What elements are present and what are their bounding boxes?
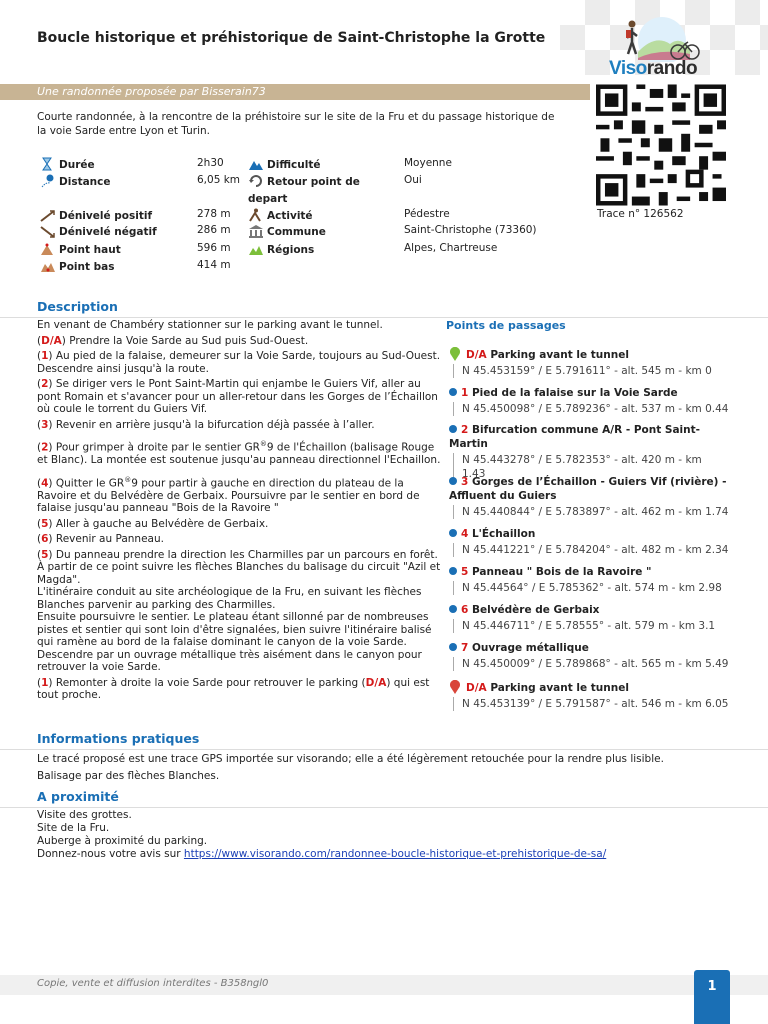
desc-paragraph: En venant de Chambéry stationner sur le parking avant le tunnel. bbox=[37, 319, 383, 331]
desc-text: Du panneau prendre la direction les Charmilles par un parcours en forêt. À partir de ce point suivre les flèches Blanches du balisage du circuit "Azil et Magda". bbox=[37, 548, 441, 586]
info-distance-value: 6,05 km bbox=[197, 174, 241, 186]
waypoint-dot-icon bbox=[449, 643, 457, 651]
step-tag: 1 bbox=[41, 676, 49, 689]
waypoint-number: 5 bbox=[461, 566, 469, 578]
desc-text: Aller à gauche au Belvédère de Gerbaix. bbox=[52, 517, 269, 530]
info-commune-value: Saint-Christophe (73360) bbox=[404, 224, 537, 236]
logo-text-viso: Viso bbox=[609, 58, 647, 79]
desc-paragraph: (1) Remonter à droite la voie Sarde pour retrouver le parking (D/A) qui est tout proche. bbox=[37, 676, 430, 701]
pratiques-text bbox=[37, 751, 737, 785]
desc-text: Au pied de la falaise, demeurer sur la Voie Sarde, toujours au Sud-Ouest. Descendre ainsi jusqu'à la route. bbox=[37, 350, 441, 375]
registered-mark: ® bbox=[259, 440, 267, 448]
end-pin-icon bbox=[449, 680, 461, 694]
desc-paragraph: L'itinéraire conduit au site archéologique de la Fru, en suivant les flèches Blanches parvenir au parking des Charmilles. bbox=[37, 586, 422, 611]
info-retour-value: Oui bbox=[404, 174, 422, 186]
info-difficulte-value: Moyenne bbox=[404, 157, 452, 169]
info-point-bas bbox=[40, 259, 115, 273]
section-title-description: Description bbox=[37, 299, 118, 314]
hiker-icon bbox=[248, 208, 264, 222]
info-point-haut-value: 596 m bbox=[197, 242, 231, 254]
divider bbox=[0, 807, 768, 808]
waypoint bbox=[449, 565, 739, 595]
desc-text: Prendre la Voie Sarde au Sud puis Sud-Ouest. bbox=[65, 334, 309, 347]
logo-illustration-icon bbox=[600, 14, 720, 62]
trace-number: Trace n° 126562 bbox=[597, 208, 684, 220]
intro-text: Courte randonnée, à la rencontre de la préhistoire sur le site de la Fru et du passage historique de la voie Sarde entre Lyon et Turin. bbox=[37, 111, 555, 137]
desc-paragraph: Descendre par un ouvrage métallique très aisément dans le canyon pour retrouver la voie Sarde. bbox=[37, 648, 422, 673]
feedback-text: Donnez-nous votre avis sur bbox=[37, 848, 184, 860]
town-hall-icon bbox=[248, 224, 264, 238]
step-tag: 5 bbox=[41, 517, 49, 530]
pratiques-line: Balisage par des flèches Blanches. bbox=[37, 770, 220, 782]
waypoint-number: 3 bbox=[461, 476, 469, 488]
step-tag: 3 bbox=[41, 418, 49, 431]
desc-text: Remonter à droite la voie Sarde pour retrouver le parking ( bbox=[52, 676, 366, 689]
footer-copyright: Copie, vente et diffusion interdites - B358ngl0 bbox=[37, 978, 269, 989]
waypoint-number: 4 bbox=[461, 528, 469, 540]
info-duree bbox=[40, 157, 95, 171]
waypoint-coordinates: N 45.450098° / E 5.789236° - alt. 537 m - km 0.44 bbox=[453, 402, 739, 416]
elevation-down-icon bbox=[40, 224, 56, 238]
desc-text: Pour grimper à droite par le sentier GR bbox=[52, 441, 260, 454]
visorando-logo[interactable] bbox=[600, 14, 720, 84]
peak-icon bbox=[40, 242, 56, 256]
info-label: Difficulté bbox=[267, 159, 321, 171]
step-tag: 2 bbox=[41, 441, 49, 454]
desc-paragraph: (1) Au pied de la falaise, demeurer sur la Voie Sarde, toujours au Sud-Ouest. Descendre ainsi jusqu'à la route. bbox=[37, 350, 441, 375]
info-label: Point haut bbox=[59, 244, 121, 256]
info-denivele-positif bbox=[40, 208, 152, 222]
info-denivele-negatif-value: 286 m bbox=[197, 224, 231, 236]
difficulty-icon bbox=[248, 157, 264, 171]
waypoint-name: Parking avant le tunnel bbox=[490, 682, 629, 694]
section-title-proximite: A proximité bbox=[37, 789, 119, 804]
info-label: Dénivelé négatif bbox=[59, 226, 157, 238]
section-title-points: Points de passages bbox=[446, 319, 566, 332]
desc-text: Revenir en arrière jusqu'à la bifurcation déjà passée à l’aller. bbox=[52, 418, 375, 431]
region-icon bbox=[248, 242, 264, 256]
info-regions-value: Alpes, Chartreuse bbox=[404, 242, 498, 254]
waypoint-number: 1 bbox=[461, 387, 469, 399]
info-label: Retour point de depart bbox=[248, 176, 360, 205]
info-commune bbox=[248, 224, 326, 238]
desc-text: ) qui est tout proche. bbox=[37, 676, 430, 701]
waypoint-coordinates: N 45.443278° / E 5.782353° - alt. 420 m - km 1.43 bbox=[453, 453, 709, 481]
waypoint-dot-icon bbox=[449, 567, 457, 575]
info-label: Durée bbox=[59, 159, 95, 171]
info-label: Activité bbox=[267, 210, 313, 222]
desc-paragraph: (2) Se diriger vers le Pont Saint-Martin qui enjambe le Guiers Vif, aller au pont Romain et s'avancer pour un aller-retour dans les Gorges de l’Échaillon où coule le torrent du Guiers Vif. bbox=[37, 378, 438, 415]
page-number: 1 bbox=[694, 970, 730, 1024]
waypoint-dot-icon bbox=[449, 605, 457, 613]
info-denivele-negatif bbox=[40, 224, 157, 238]
elevation-up-icon bbox=[40, 208, 56, 222]
desc-paragraph: (2) Pour grimper à droite par le sentier GR®9 de l'Échaillon (balisage Rouge et Blanc). La montée est soutenue jusqu'au panneau directionnel l'Echaillon. bbox=[37, 440, 441, 466]
waypoint-dot-icon bbox=[449, 477, 457, 485]
waypoint bbox=[449, 423, 709, 481]
info-denivele-positif-value: 278 m bbox=[197, 208, 231, 220]
waypoint bbox=[449, 527, 739, 557]
proximite-text bbox=[37, 809, 737, 861]
registered-mark: ® bbox=[124, 475, 132, 484]
info-label: Commune bbox=[267, 226, 326, 238]
desc-paragraph: (5) Du panneau prendre la direction les Charmilles par un parcours en forêt. À partir de ce point suivre les flèches Blanches du balisage du circuit "Azil et Magda". bbox=[37, 548, 441, 586]
waypoint-name: Bifurcation commune A/R - Pont Saint-Martin bbox=[449, 424, 700, 450]
waypoint bbox=[449, 641, 739, 671]
waypoint-coordinates: N 45.453139° / E 5.791587° - alt. 546 m - km 6.05 bbox=[453, 697, 739, 711]
hourglass-icon bbox=[40, 157, 56, 171]
description-text bbox=[37, 319, 442, 705]
waypoint-start bbox=[449, 347, 739, 378]
waypoint-name: Ouvrage métallique bbox=[471, 642, 589, 654]
info-activite bbox=[248, 208, 313, 222]
desc-text: Se diriger vers le Pont Saint-Martin qui enjambe le Guiers Vif, aller au pont Romain et s'avancer pour un aller-retour dans les Gorges de l’Échaillon où coule le torrent du Guiers Vif. bbox=[37, 378, 438, 415]
qr-code-icon[interactable] bbox=[596, 84, 726, 206]
waypoint-name: Panneau " Bois de la Ravoire " bbox=[471, 566, 652, 578]
waypoint-end bbox=[449, 680, 739, 711]
waypoint-name: Gorges de l’Échaillon - Guiers Vif (rivière) - Affluent du Guiers bbox=[449, 476, 727, 502]
step-tag: 6 bbox=[41, 533, 49, 545]
page-title: Boucle historique et préhistorique de Saint-Christophe la Grotte bbox=[37, 30, 546, 46]
info-label: Dénivelé positif bbox=[59, 210, 153, 222]
start-pin-icon bbox=[449, 347, 461, 361]
info-distance bbox=[40, 174, 111, 188]
waypoint-name: Pied de la falaise sur la Voie Sarde bbox=[471, 387, 678, 399]
divider bbox=[0, 317, 768, 318]
waypoint-dot-icon bbox=[449, 529, 457, 537]
step-tag: D/A bbox=[41, 334, 62, 347]
waypoint-dot-icon bbox=[449, 388, 457, 396]
desc-paragraph: (3) Revenir en arrière jusqu'à la bifurcation déjà passée à l’aller. bbox=[37, 418, 375, 431]
waypoint bbox=[449, 475, 739, 519]
desc-paragraph: Ensuite poursuivre le sentier. Le plateau étant sillonné par de nombreuses pistes et sentier qui sont loin d'être signalées, bien suivre l'itinéraire balisé qui ramène au bord de la falaise dominant le canyon de la voie Sarde. bbox=[37, 611, 432, 648]
author-credit: Une randonnée proposée par Bisserain73 bbox=[37, 85, 266, 98]
info-retour bbox=[248, 174, 378, 208]
logo-text-rando: rando bbox=[646, 58, 698, 79]
info-label: Régions bbox=[267, 244, 315, 256]
desc-paragraph: (4) Quitter le GR®9 pour partir à gauche en direction du plateau de la Ravoire et du Belvédère de Gerbaix. Poursuivre par le sentier en bord de falaise jusqu'au panneau "Bois de la Ravoire " bbox=[37, 475, 420, 514]
logo-text bbox=[609, 58, 697, 80]
info-activite-value: Pédestre bbox=[404, 208, 450, 220]
proximite-line bbox=[37, 848, 737, 861]
low-point-icon bbox=[40, 259, 56, 273]
info-point-bas-value: 414 m bbox=[197, 259, 231, 271]
waypoint-number: D/A bbox=[466, 682, 487, 694]
waypoint-coordinates: N 45.440844° / E 5.783897° - alt. 462 m - km 1.74 bbox=[453, 505, 739, 519]
step-tag: 5 bbox=[41, 548, 49, 561]
waypoint-name: Belvédère de Gerbaix bbox=[471, 604, 600, 616]
waypoint-coordinates: N 45.453159° / E 5.791611° - alt. 545 m - km 0 bbox=[453, 364, 739, 378]
desc-text: 9 pour partir à gauche en direction du plateau de la Ravoire et du Belvédère de Gerbaix. Poursuivre par le sentier en bord de falaise jusqu'au panneau "Bois de la Ravoire " bbox=[37, 477, 420, 514]
step-tag: D/A bbox=[365, 676, 387, 689]
desc-paragraph: (D/A) Prendre la Voie Sarde au Sud puis Sud-Ouest. bbox=[37, 334, 309, 347]
waypoint-coordinates: N 45.450009° / E 5.789868° - alt. 565 m - km 5.49 bbox=[453, 657, 739, 671]
info-label: Distance bbox=[59, 176, 111, 188]
section-title-pratiques: Informations pratiques bbox=[37, 731, 200, 746]
step-tag: 1 bbox=[41, 350, 49, 362]
feedback-link[interactable]: https://www.visorando.com/randonnee-boucle-historique-et-prehistorique-de-sa/ bbox=[183, 848, 607, 860]
waypoint-coordinates: N 45.446711° / E 5.78555° - alt. 579 m - km 3.1 bbox=[453, 619, 739, 633]
desc-text: 9 de l'Échaillon (balisage Rouge et Blanc). La montée est soutenue jusqu'au panneau directionnel l'Echaillon. bbox=[37, 441, 441, 466]
proximite-line: Site de la Fru. bbox=[37, 822, 110, 834]
desc-paragraph: (6) Revenir au Panneau. bbox=[37, 533, 164, 545]
info-difficulte bbox=[248, 157, 320, 171]
waypoint bbox=[449, 386, 739, 416]
waypoint-number: D/A bbox=[466, 349, 487, 361]
step-tag: 4 bbox=[41, 477, 49, 489]
waypoint-number: 2 bbox=[461, 424, 469, 436]
proximite-line: Auberge à proximité du parking. bbox=[37, 835, 208, 847]
pratiques-line: Le tracé proposé est une trace GPS importée sur visorando; elle a été légèrement retouchée pour la rendre plus lisible. bbox=[37, 753, 664, 765]
info-label: Point bas bbox=[59, 261, 115, 273]
divider bbox=[0, 749, 768, 750]
desc-text: Quitter le GR bbox=[52, 477, 125, 489]
waypoint-coordinates: N 45.44564° / E 5.785362° - alt. 574 m - km 2.98 bbox=[453, 581, 739, 595]
desc-text: Revenir au Panneau. bbox=[52, 533, 164, 545]
waypoint bbox=[449, 603, 739, 633]
info-duree-value: 2h30 bbox=[197, 157, 224, 169]
info-regions bbox=[248, 242, 314, 256]
proximite-line: Visite des grottes. bbox=[37, 809, 132, 821]
info-point-haut bbox=[40, 242, 121, 256]
desc-paragraph: (5) Aller à gauche au Belvédère de Gerbaix. bbox=[37, 517, 269, 530]
waypoint-number: 6 bbox=[461, 604, 469, 616]
loop-icon bbox=[248, 174, 264, 188]
waypoint-name: Parking avant le tunnel bbox=[490, 349, 629, 361]
waypoint-name: L'Échaillon bbox=[471, 528, 536, 540]
distance-pin-icon bbox=[40, 174, 56, 188]
waypoint-number: 7 bbox=[461, 642, 469, 654]
waypoint-dot-icon bbox=[449, 425, 457, 433]
waypoint-coordinates: N 45.441221° / E 5.784204° - alt. 482 m - km 2.34 bbox=[453, 543, 739, 557]
step-tag: 2 bbox=[41, 378, 49, 390]
